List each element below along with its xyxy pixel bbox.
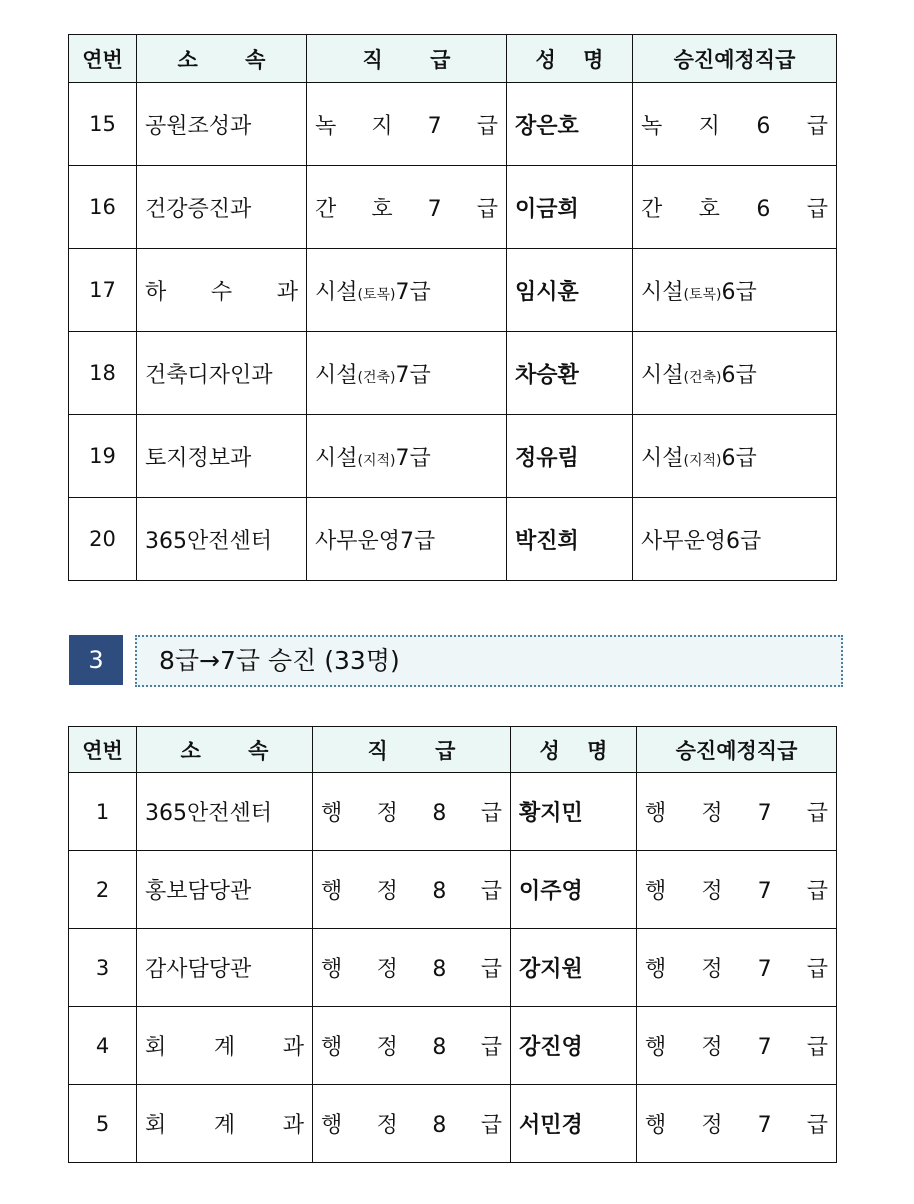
header-number: 연번 xyxy=(69,727,137,773)
table-row xyxy=(69,332,837,415)
table-row xyxy=(69,415,837,498)
row-name: 강진영 xyxy=(511,1007,637,1085)
header-name: 성 명 xyxy=(507,35,633,83)
table-row xyxy=(69,1085,837,1163)
header-target-grade: 승진예정직급 xyxy=(633,35,837,83)
row-target-grade: 간 호 6 급 xyxy=(633,166,837,249)
row-department: 하 수 과 xyxy=(137,249,307,332)
row-target-grade: 행 정 7 급 xyxy=(637,1085,837,1163)
row-name: 이주영 xyxy=(511,851,637,929)
row-target-grade: 행 정 7 급 xyxy=(637,773,837,851)
row-department: 건강증진과 xyxy=(137,166,307,249)
table-row xyxy=(69,1007,837,1085)
row-name: 황지민 xyxy=(511,773,637,851)
row-grade: 시설(건축)7급 xyxy=(307,332,507,415)
row-grade: 시설(토목)7급 xyxy=(307,249,507,332)
row-department: 감사담당관 xyxy=(137,929,313,1007)
row-name: 박진희 xyxy=(507,498,633,581)
row-name: 임시훈 xyxy=(507,249,633,332)
table-row xyxy=(69,249,837,332)
row-number: 17 xyxy=(69,249,137,332)
row-number: 5 xyxy=(69,1085,137,1163)
header-number: 연번 xyxy=(69,35,137,83)
table-row xyxy=(69,166,837,249)
row-name: 차승환 xyxy=(507,332,633,415)
row-number: 16 xyxy=(69,166,137,249)
row-target-grade: 시설(토목)6급 xyxy=(633,249,837,332)
row-department: 건축디자인과 xyxy=(137,332,307,415)
row-grade: 행 정 8 급 xyxy=(313,1085,511,1163)
row-grade: 행 정 8 급 xyxy=(313,851,511,929)
section-title-box xyxy=(135,635,843,687)
header-grade: 직 급 xyxy=(313,727,511,773)
header-target-grade: 승진예정직급 xyxy=(637,727,837,773)
row-department: 토지정보과 xyxy=(137,415,307,498)
row-name: 정유림 xyxy=(507,415,633,498)
table-row xyxy=(69,773,837,851)
table-header-row xyxy=(69,727,837,773)
row-number: 2 xyxy=(69,851,137,929)
header-name: 성 명 xyxy=(511,727,637,773)
row-target-grade: 행 정 7 급 xyxy=(637,929,837,1007)
row-number: 4 xyxy=(69,1007,137,1085)
row-name: 강지원 xyxy=(511,929,637,1007)
row-number: 15 xyxy=(69,83,137,166)
row-target-grade: 행 정 7 급 xyxy=(637,851,837,929)
header-department: 소 속 xyxy=(137,727,313,773)
row-grade: 간 호 7 급 xyxy=(307,166,507,249)
table-row xyxy=(69,851,837,929)
row-target-grade: 녹 지 6 급 xyxy=(633,83,837,166)
row-target-grade: 시설(지적)6급 xyxy=(633,415,837,498)
row-grade: 사무운영7급 xyxy=(307,498,507,581)
row-number: 1 xyxy=(69,773,137,851)
row-target-grade: 행 정 7 급 xyxy=(637,1007,837,1085)
table-row xyxy=(69,498,837,581)
promotion-table-8-to-7 xyxy=(68,726,837,1163)
row-number: 19 xyxy=(69,415,137,498)
section-heading xyxy=(69,635,841,685)
row-department: 회 계 과 xyxy=(137,1085,313,1163)
row-grade: 행 정 8 급 xyxy=(313,773,511,851)
row-target-grade: 시설(건축)6급 xyxy=(633,332,837,415)
row-target-grade: 사무운영6급 xyxy=(633,498,837,581)
row-number: 3 xyxy=(69,929,137,1007)
table-row xyxy=(69,83,837,166)
row-department: 365안전센터 xyxy=(137,498,307,581)
row-department: 홍보담당관 xyxy=(137,851,313,929)
row-name: 장은호 xyxy=(507,83,633,166)
row-grade: 시설(지적)7급 xyxy=(307,415,507,498)
header-grade: 직 급 xyxy=(307,35,507,83)
row-name: 이금희 xyxy=(507,166,633,249)
row-department: 회 계 과 xyxy=(137,1007,313,1085)
row-grade: 녹 지 7 급 xyxy=(307,83,507,166)
promotion-table-7-to-6 xyxy=(68,34,837,581)
table-header-row xyxy=(69,35,837,83)
section-number: 3 xyxy=(69,635,123,685)
row-department: 365안전센터 xyxy=(137,773,313,851)
row-number: 20 xyxy=(69,498,137,581)
section-title: 8급→7급 승진 (33명) xyxy=(159,646,400,675)
row-number: 18 xyxy=(69,332,137,415)
row-name: 서민경 xyxy=(511,1085,637,1163)
row-grade: 행 정 8 급 xyxy=(313,929,511,1007)
row-grade: 행 정 8 급 xyxy=(313,1007,511,1085)
table-row xyxy=(69,929,837,1007)
row-department: 공원조성과 xyxy=(137,83,307,166)
header-department: 소 속 xyxy=(137,35,307,83)
